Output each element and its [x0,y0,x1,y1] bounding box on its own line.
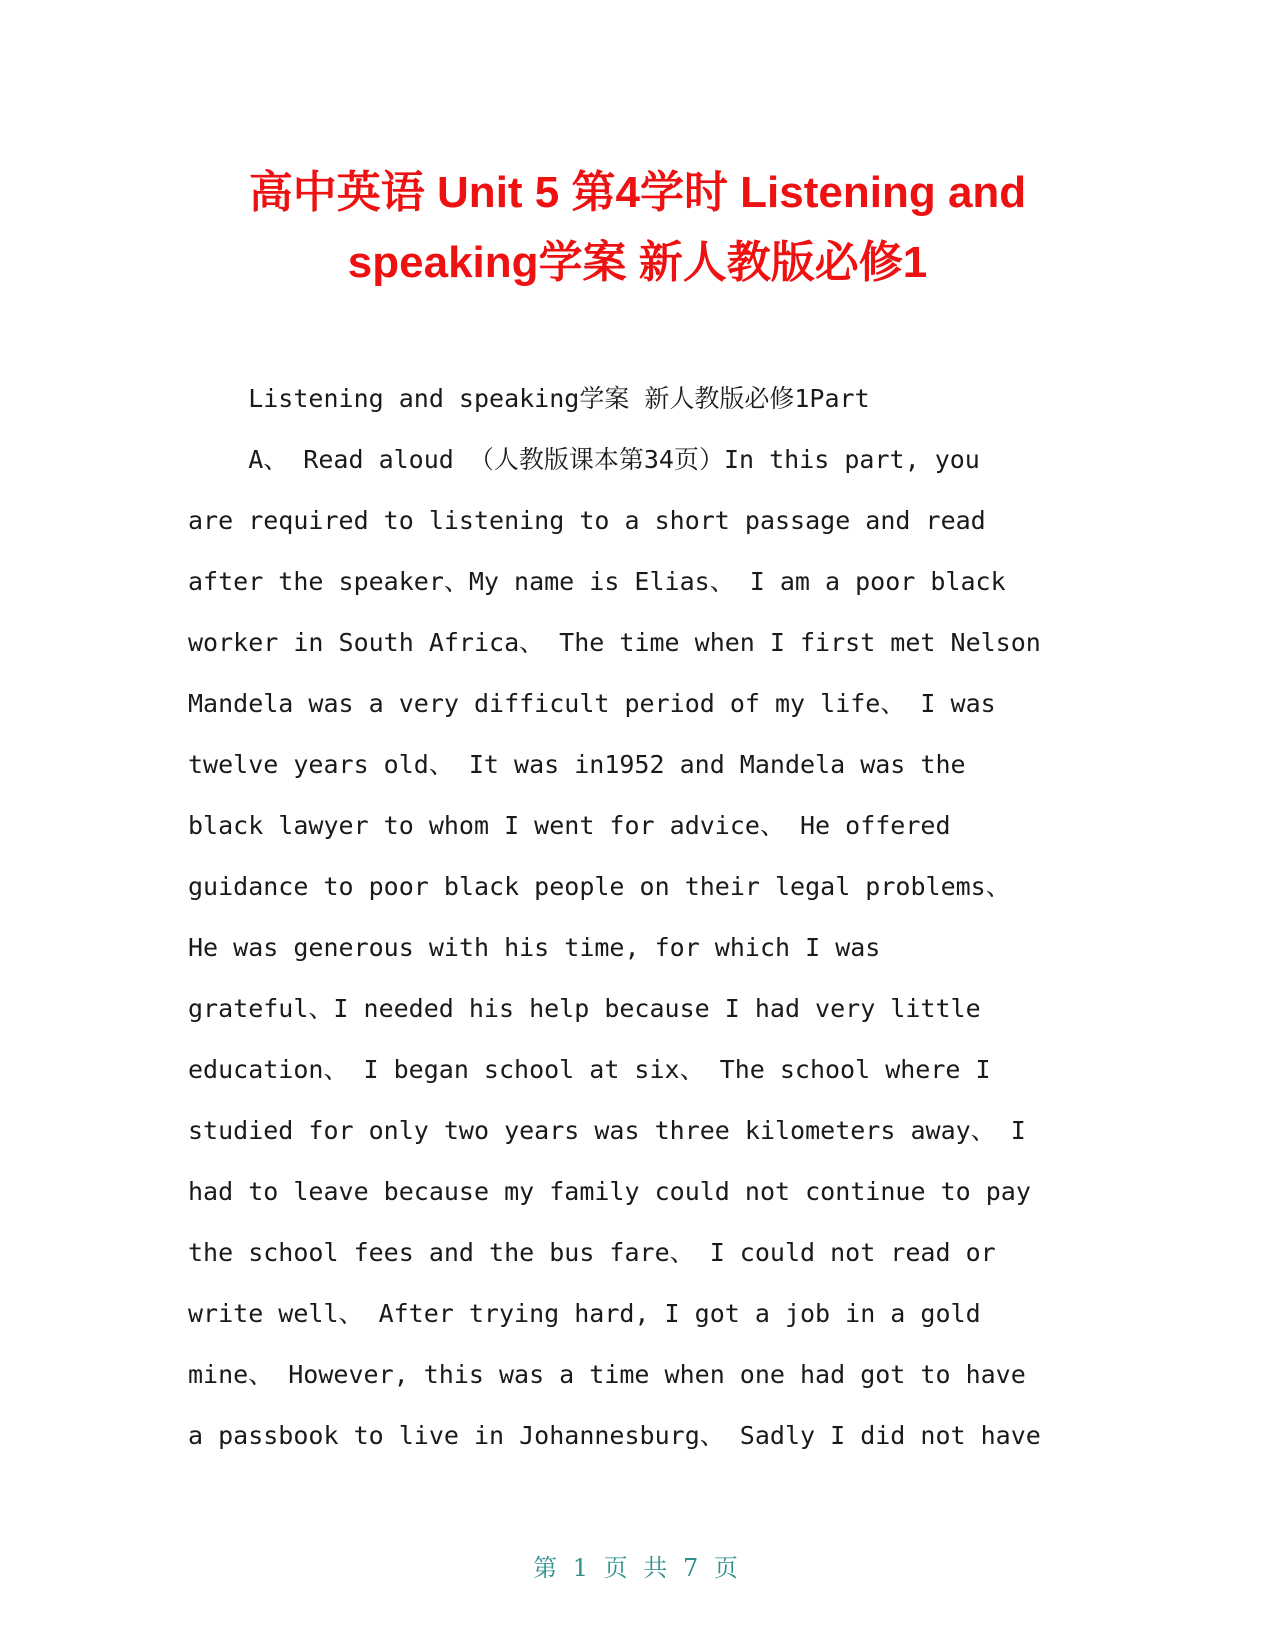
body-paragraph [188,368,1088,1466]
body-line: after the speaker、My name is Elias、 I am a poor black [188,567,1006,596]
body-line: twelve years old、 It was in1952 and Mandela was the [188,750,966,779]
body-line: black lawyer to whom I went for advice、 He offered [188,811,951,840]
body-line: education、 I began school at six、 The school where I [188,1055,991,1084]
body-line: Mandela was a very difficult period of my life、 I was [188,689,996,718]
body-line: worker in South Africa、 The time when I first met Nelson [188,628,1041,657]
body-line: grateful、I needed his help because I had very little [188,994,981,1023]
document-title [150,158,1125,298]
body-line: He was generous with his time, for which I was [188,933,881,962]
body-line: the school fees and the bus fare、 I could not read or [188,1238,996,1267]
body-line: had to leave because my family could not continue to pay [188,1177,1031,1206]
title-line-1: 高中英语 Unit 5 第4学时 Listening and [248,168,1027,217]
title-line-2: speaking学案 新人教版必修1 [347,238,928,287]
body-line: a passbook to live in Johannesburg、 Sadly I did not have [188,1421,1041,1450]
page-number-footer: 第 1 页 共 7 页 [533,1554,742,1582]
body-line: write well、 After trying hard, I got a job in a gold [188,1299,981,1328]
body-line: A、 Read aloud （人教版课本第34页）In this part, you [188,445,980,474]
body-line: Listening and speaking学案 新人教版必修1Part [188,384,870,413]
body-line: are required to listening to a short passage and read [188,506,986,535]
body-line: guidance to poor black people on their legal problems、 [188,872,1011,901]
body-line: mine、 However, this was a time when one had got to have [188,1360,1026,1389]
body-line: studied for only two years was three kilometers away、 I [188,1116,1026,1145]
